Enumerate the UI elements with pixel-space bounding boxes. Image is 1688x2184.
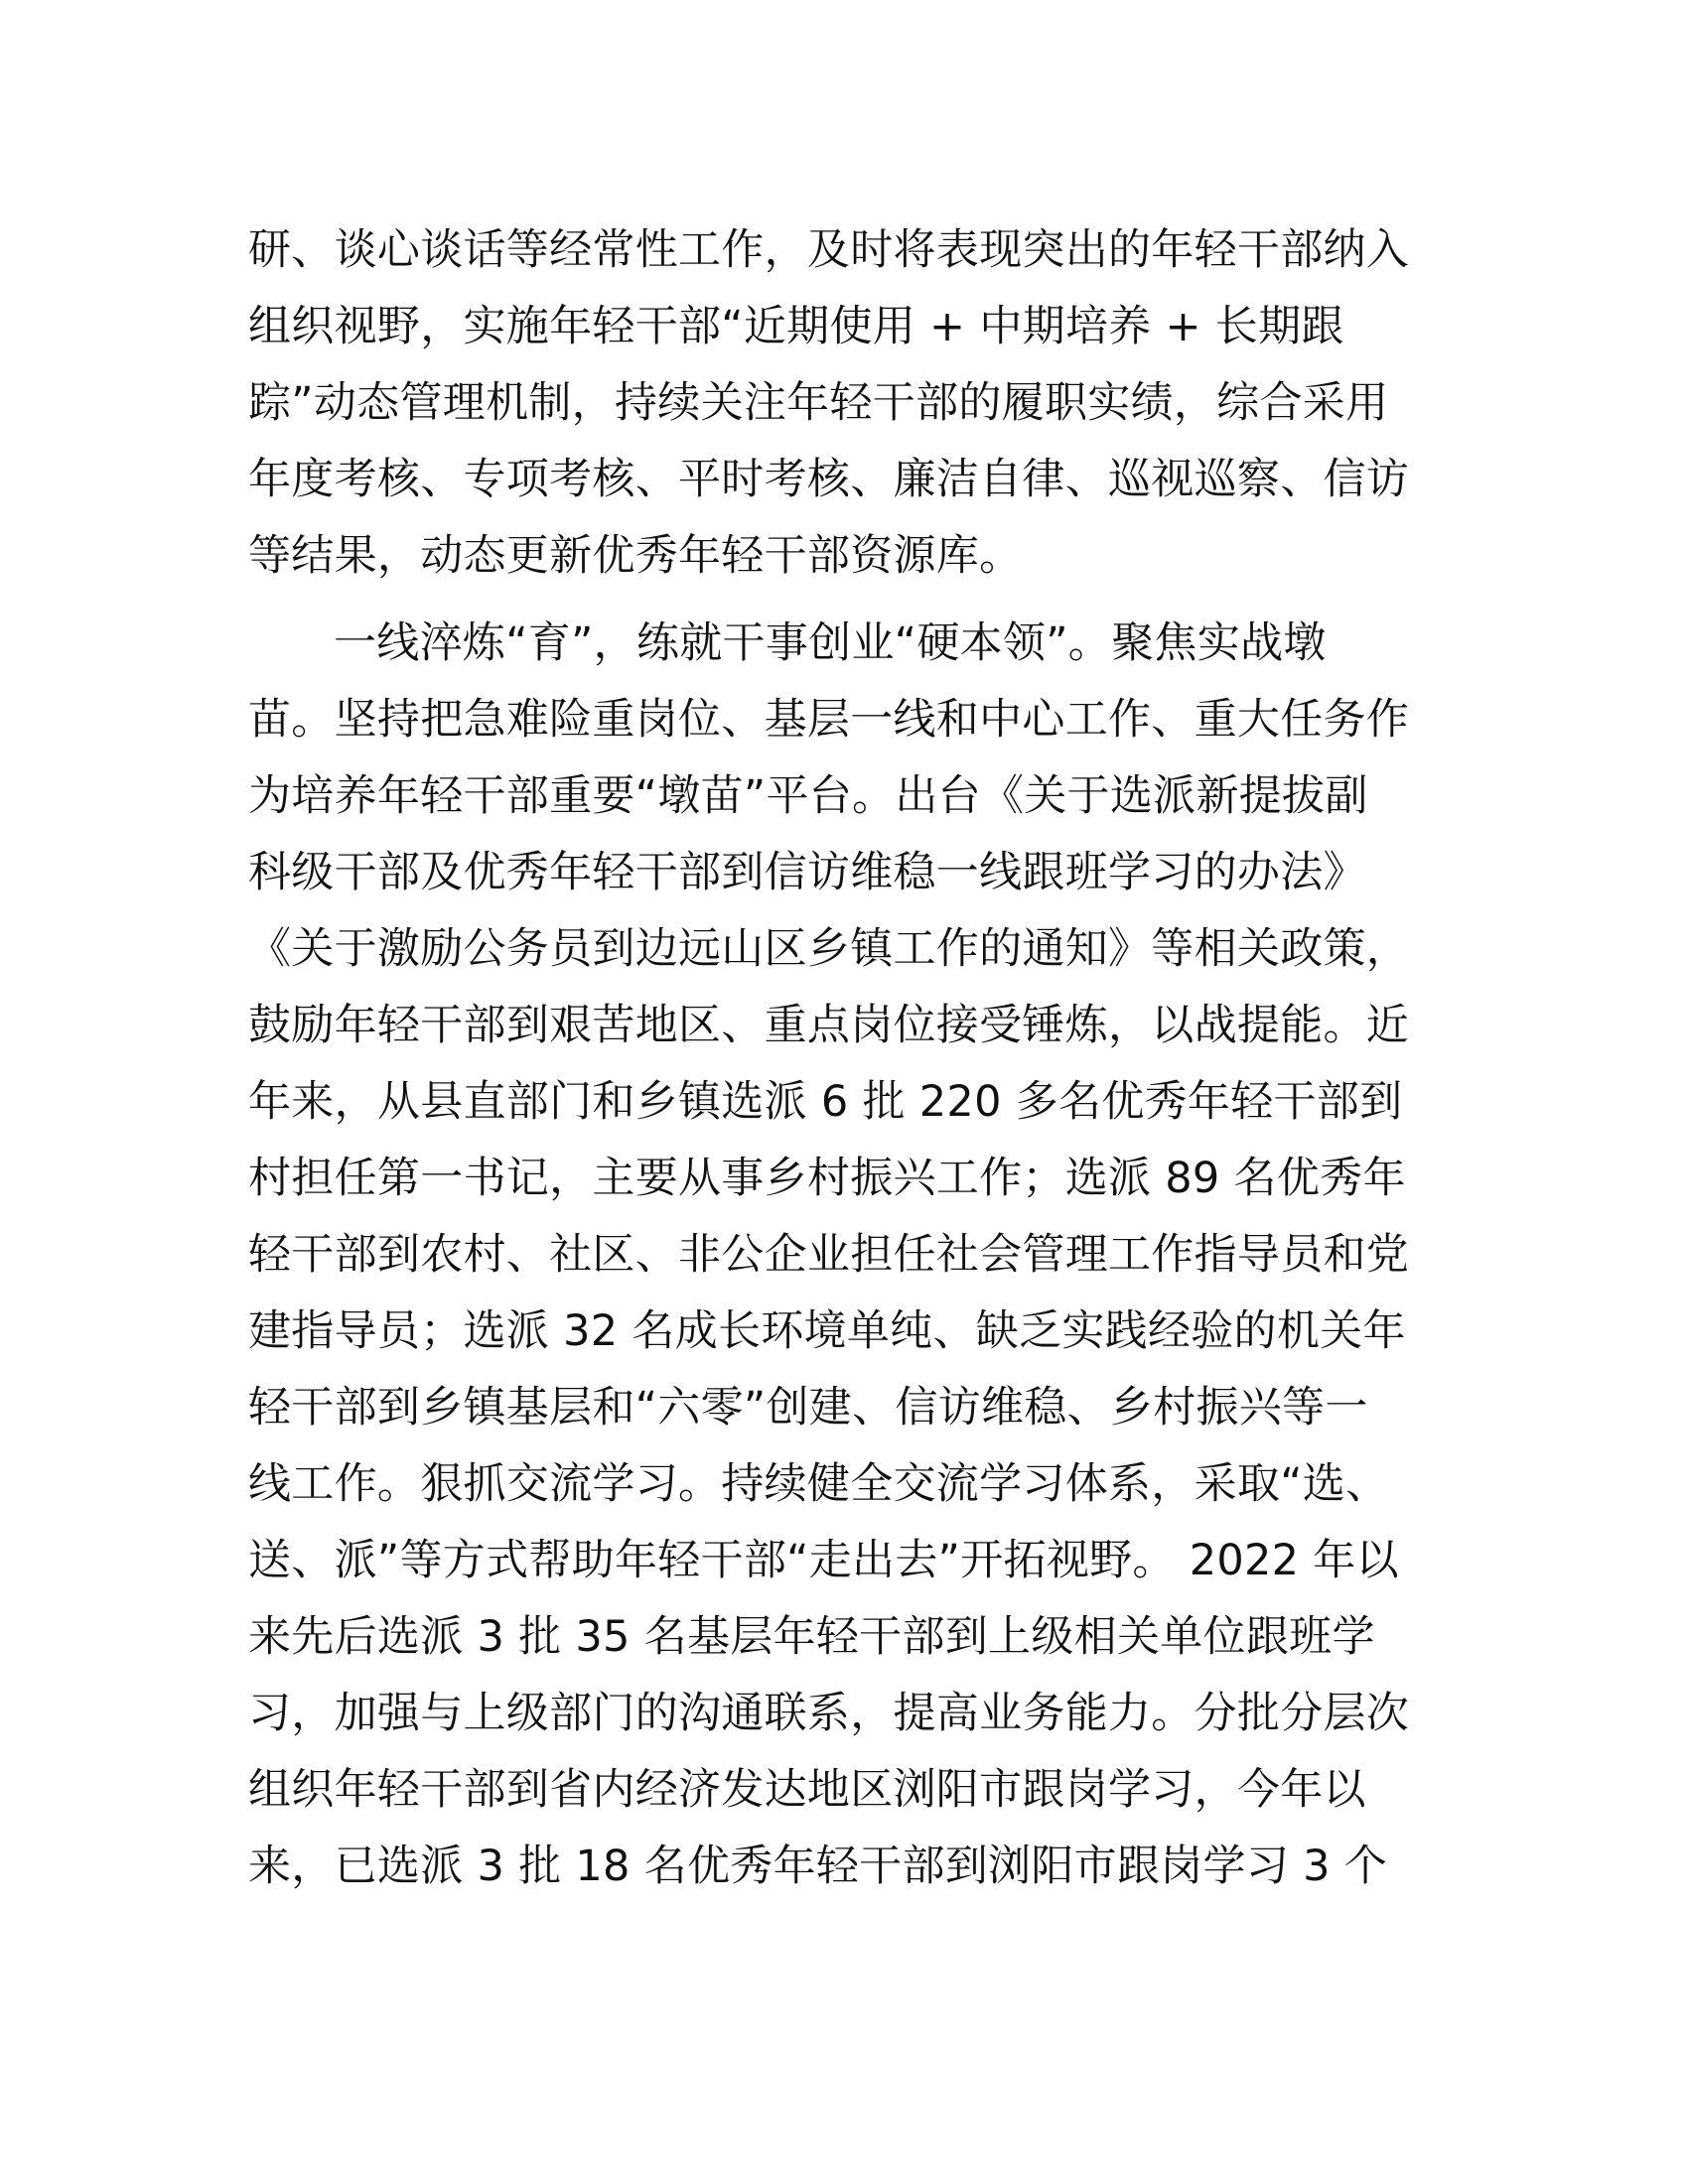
text-line: 建指导员；选派 32 名成长环境单纯、缺乏实践经验的机关年	[248, 1306, 1406, 1356]
text-line: 轻干部到农村、社区、非公企业担任社会管理工作指导员和党	[248, 1230, 1410, 1280]
text-line: 送、派”等方式帮助年轻干部“走出去”开拓视野。 2022 年以	[248, 1536, 1399, 1585]
text-line: 研、谈心谈话等经常性工作，及时将表现突出的年轻干部纳入	[248, 225, 1410, 275]
body-text	[248, 212, 1440, 1905]
text-line: 来先后选派 3 批 35 名基层年轻干部到上级相关单位跟班学	[248, 1612, 1375, 1662]
text-line: 线工作。狠抓交流学习。持续健全交流学习体系，采取“选、	[248, 1459, 1389, 1509]
text-line: 鼓励年轻干部到艰苦地区、重点岗位接受锤炼，以战提能。近	[248, 1001, 1410, 1050]
text-line: 年来，从县直部门和乡镇选派 6 批 220 多名优秀年轻干部到	[248, 1077, 1403, 1127]
text-line: 踪”动态管理机制，持续关注年轻干部的履职实绩，综合采用	[248, 378, 1389, 428]
text-line: 科级干部及优秀年轻干部到信访维稳一线跟班学习的办法》	[248, 848, 1366, 897]
text-line: 轻干部到乡镇基层和“六零”创建、信访维稳、乡村振兴等一	[248, 1383, 1368, 1433]
text-line: 年度考核、专项考核、平时考核、廉洁自律、巡视巡察、信访	[248, 455, 1410, 504]
text-line: 来，已选派 3 批 18 名优秀年轻干部到浏阳市跟岗学习 3 个	[248, 1842, 1388, 1891]
text-line: 一线淬炼“育”，练就干事创业“硬本领”。聚焦实战墩	[334, 618, 1327, 668]
paragraph-1	[248, 212, 1440, 595]
text-line: 苗。坚持把急难险重岗位、基层一线和中心工作、重大任务作	[248, 695, 1410, 745]
text-line: 为培养年轻干部重要“墩苗”平台。出台《关于选派新提拔副	[248, 771, 1368, 821]
text-line: 组织视野，实施年轻干部“近期使用 + 中期培养 + 长期跟	[248, 302, 1344, 351]
paragraph-spacer	[248, 595, 1440, 606]
text-line: 《关于激励公务员到边远山区乡镇工作的通知》等相关政策，	[248, 924, 1410, 974]
text-line: 组织年轻干部到省内经济发达地区浏阳市跟岗学习，今年以	[248, 1765, 1366, 1815]
text-line: 习，加强与上级部门的沟通联系，提高业务能力。分批分层次	[248, 1689, 1410, 1738]
text-line: 村担任第一书记，主要从事乡村振兴工作；选派 89 名优秀年	[248, 1154, 1406, 1203]
paragraph-2	[248, 606, 1440, 1905]
text-line: 等结果，动态更新优秀年轻干部资源库。	[248, 531, 1023, 581]
